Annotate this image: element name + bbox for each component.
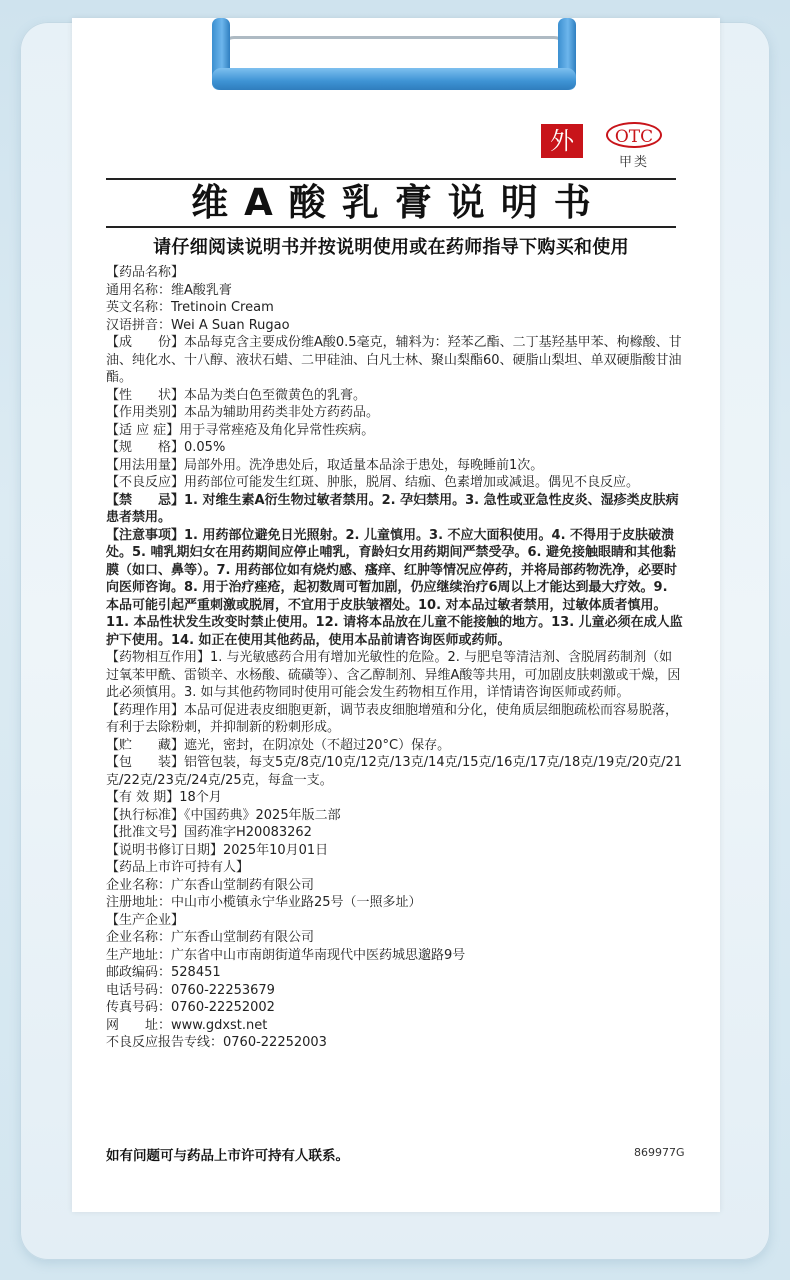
- postcode: 邮政编码：528451: [106, 965, 221, 980]
- clip-icon: [208, 18, 580, 88]
- appearance: 【性 状】本品为类白色至微黄色的乳膏。: [106, 387, 367, 403]
- indications: 【适 应 症】用于寻常痤疮及角化异常性疾病。: [106, 422, 375, 438]
- approval-number: 【批准文号】国药准字H20083262: [106, 825, 312, 840]
- manufacturer-address: 生产地址：广东省中山市南朗街道华南现代中医药城思邈路9号: [106, 947, 466, 963]
- footer-note: 如有问题可与药品上市许可持有人联系。: [106, 1148, 349, 1164]
- mah-name: 企业名称：广东香山堂制药有限公司: [106, 877, 315, 893]
- hotline: 不良反应报告专线：0760-22252003: [106, 1035, 327, 1050]
- revision-date: 【说明书修订日期】2025年10月01日: [106, 842, 329, 858]
- external-use-badge: 外: [541, 124, 583, 158]
- leaflet-code: 869977G: [634, 1146, 685, 1159]
- contraindications: 【禁 忌】1. 对维生素A衍生物过敏者禁用。2. 孕妇禁用。3. 急性或亚急性皮炎、湿疹类皮肤病患者禁用。: [106, 492, 679, 525]
- fax: 传真号码：0760-22252002: [106, 1000, 275, 1015]
- specification: 【规 格】0.05%: [106, 440, 226, 455]
- dosage: 【用法用量】局部外用。洗净患处后，取适量本品涂于患处，每晚睡前1次。: [106, 457, 544, 473]
- name-header: 【药品名称】: [106, 265, 185, 280]
- manufacturer-header: 【生产企业】: [106, 912, 185, 928]
- precautions: 【注意事项】1. 用药部位避免日光照射。2. 儿童慎用。3. 不应大面积使用。4. 不得用于皮肤破溃处。5. 哺乳期妇女在用药期间应停止哺乳，育龄妇女用药期间严禁受孕。6. 避免接触眼睛和其他黏膜（如口、鼻等）。7. 用药部位如有烧灼感、瘙痒、红肿等情况应停药，并将局部药物洗净，必要时向医师咨询。8. 用于治疗痤疮，起初数周可暂加剧，仍应继续治疗6周以上才能达到最大疗效。9. 本品可能引起严重刺激或脱屑，不宜用于皮肤皱褶处。10. 对本品过敏者禁用，过敏体质者慎用。11. 本品性状发生改变时禁止使用。12. 请将本品放在儿童不能接触的地方。13. 儿童必须在成人监护下使用。14. 如正在使用其他药品，使用本品前请咨询医师或药师。: [106, 527, 683, 648]
- mah-address: 注册地址：中山市小榄镇永宁华业路25号（一照多址）: [106, 895, 422, 910]
- pharmacology: 【药理作用】本品可促进表皮细胞更新，调节表皮细胞增殖和分化，使角质层细胞疏松而容易脱落，有利于去除粉刺，并抑制新的粉刺形成。: [106, 702, 679, 735]
- leaflet-body: [106, 264, 684, 1052]
- otc-badge: [603, 122, 665, 172]
- otc-label: OTC: [606, 122, 662, 148]
- page-title: 维A酸乳膏说明书: [191, 181, 607, 224]
- storage: 【贮 藏】遮光，密封，在阴凉处（不超过20°C）保存。: [106, 737, 451, 753]
- standard: 【执行标准】《中国药典》2025年版二部: [106, 807, 341, 823]
- pinyin-name: 汉语拼音：Wei A Suan Rugao: [106, 317, 290, 333]
- otc-class: 甲类: [618, 155, 649, 170]
- manufacturer-name: 企业名称：广东香山堂制药有限公司: [106, 930, 315, 945]
- adverse-reactions: 【不良反应】用药部位可能发生红斑、肿胀，脱屑、结痂、色素增加或减退。偶见不良反应。: [106, 475, 640, 490]
- subtitle: 请仔细阅读说明书并按说明使用或在药师指导下购买和使用: [153, 237, 629, 258]
- validity: 【有 效 期】18个月: [106, 790, 222, 805]
- composition: 【成 份】本品每克含主要成份维A酸0.5毫克，辅料为：羟苯乙酯、二丁基羟基甲苯、枸橼酸、甘油、纯化水、十八醇、液状石蜡、二甲硅油、白凡士林、聚山梨酯60、硬脂山梨坦、单双硬脂酸甘油酯。: [106, 335, 682, 385]
- mah-header: 【药品上市许可持有人】: [106, 860, 250, 875]
- phone: 电话号码：0760-22253679: [106, 982, 275, 998]
- category: 【作用类别】本品为辅助用药类非处方药药品。: [106, 405, 380, 420]
- interactions: 【药物相互作用】1. 与光敏感药合用有增加光敏性的危险。2. 与肥皂等清洁剂、含脱屑药制剂（如过氧苯甲酰、雷锁辛、水杨酸、硫磺等）、含乙醇制剂、异维A酸等共用，可加剧皮肤刺激或干燥，因此必须慎用。3. 如与其他药物同时使用可能会发生药物相互作用，详情请咨询医师或药师。: [106, 650, 681, 700]
- generic-name: 通用名称：维A酸乳膏: [106, 282, 232, 298]
- package: 【包 装】铝管包装，每支5克/8克/10克/12克/13克/14克/15克/16克/17克/18克/19克/20克/21克/22克/23克/24克/25克，每盒一支。: [106, 755, 683, 788]
- website: 网 址：www.gdxst.net: [106, 1017, 268, 1033]
- title-rule-bottom: [106, 226, 676, 228]
- english-name: 英文名称：Tretinoin Cream: [106, 300, 274, 315]
